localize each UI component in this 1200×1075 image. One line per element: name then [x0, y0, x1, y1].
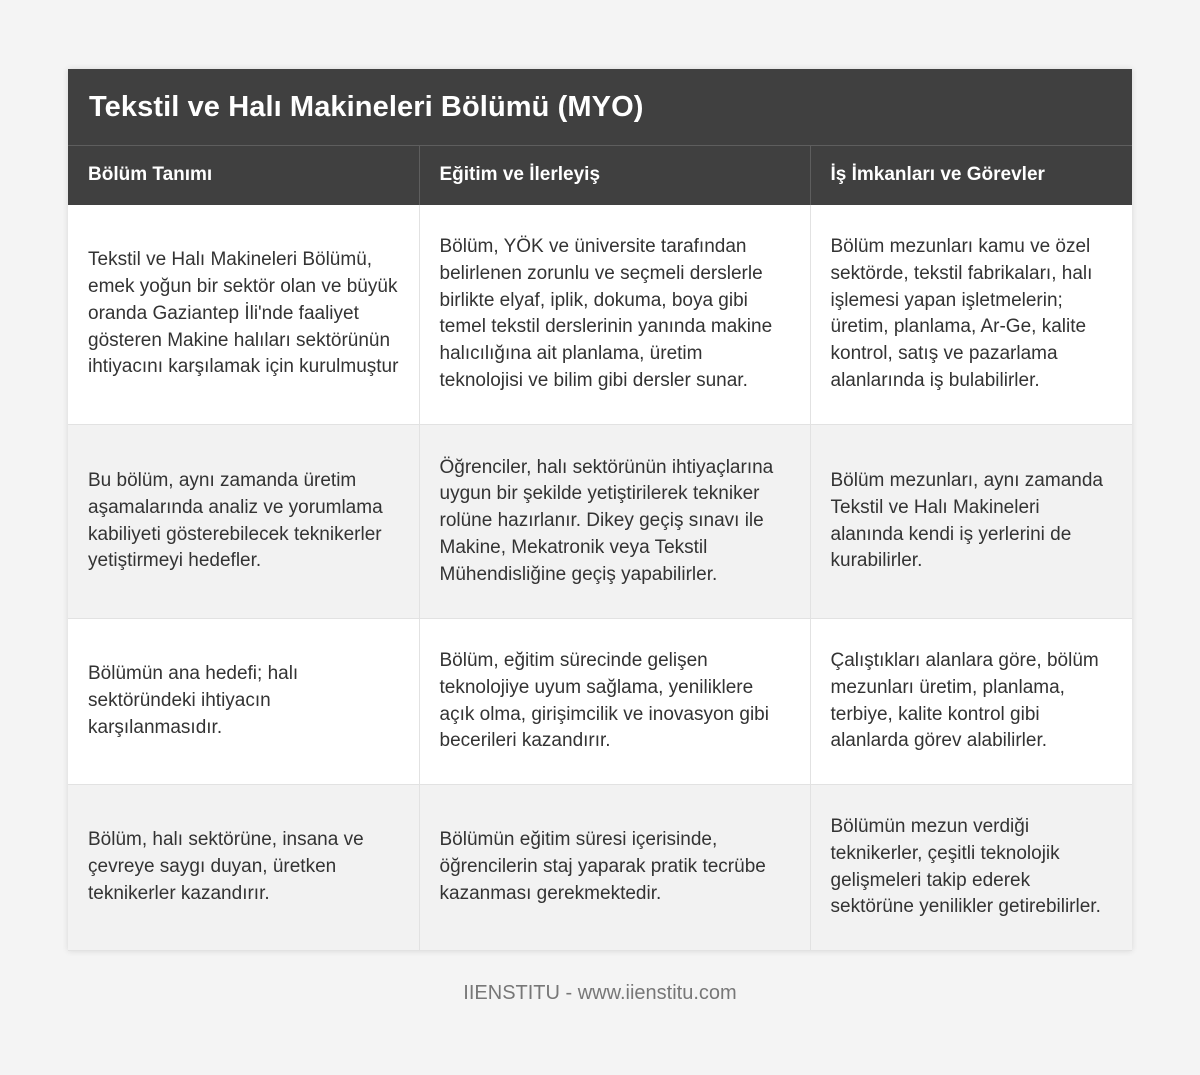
table-cell: Bölüm, halı sektörüne, insana ve çevreye saygı duyan, üretken teknikerler kazandırır.	[68, 785, 419, 951]
table-cell: Tekstil ve Halı Makineleri Bölümü, emek yoğun bir sektör olan ve büyük oranda Gaziantep İli'nde faaliyet gösteren Makine halıları sektörünün ihtiyacını karşılamak için kurulmuştur	[68, 205, 419, 425]
table-cell: Bölüm, eğitim sürecinde gelişen teknolojiye uyum sağlama, yeniliklere açık olma, girişimcilik ve inovasyon gibi becerileri kazandırır.	[419, 619, 810, 785]
table-cell: Bölümün eğitim süresi içerisinde, öğrencilerin staj yaparak pratik tecrübe kazanması gerekmektedir.	[419, 785, 810, 951]
table-row	[68, 205, 1132, 425]
info-table-card	[68, 69, 1132, 951]
table-row	[68, 785, 1132, 951]
table-header-row	[68, 146, 1132, 205]
table-cell: Öğrenciler, halı sektörünün ihtiyaçlarına uygun bir şekilde yetiştirilerek tekniker rolüne hazırlanır. Dikey geçiş sınavı ile Makine, Mekatronik veya Tekstil Mühendisliğine geçiş yapabilirler.	[419, 425, 810, 619]
page-title: Tekstil ve Halı Makineleri Bölümü (MYO)	[89, 90, 644, 123]
table-cell: Bölümün ana hedefi; halı sektöründeki ihtiyacın karşılanmasıdır.	[68, 619, 419, 785]
column-header-jobs: İş İmkanları ve Görevler	[810, 146, 1132, 205]
table-cell: Bölüm mezunları kamu ve özel sektörde, tekstil fabrikaları, halı işlemesi yapan işletmelerin; üretim, planlama, Ar-Ge, kalite kontrol, satış ve pazarlama alanlarında iş bulabilirler.	[810, 205, 1132, 425]
table-cell: Çalıştıkları alanlara göre, bölüm mezunları üretim, planlama, terbiye, kalite kontrol gibi alanlarda görev alabilirler.	[810, 619, 1132, 785]
table-row	[68, 425, 1132, 619]
footer-credit: IIENSTITU - www.iienstitu.com	[463, 982, 737, 1004]
table-cell: Bu bölüm, aynı zamanda üretim aşamalarında analiz ve yorumlama kabiliyeti gösterebilecek teknikerler yetiştirmeyi hedefler.	[68, 425, 419, 619]
info-table	[68, 145, 1132, 951]
column-header-description: Bölüm Tanımı	[68, 146, 419, 205]
table-cell: Bölümün mezun verdiği teknikerler, çeşitli teknolojik gelişmeleri takip ederek sektörüne yenilikler getirebilirler.	[810, 785, 1132, 951]
table-cell: Bölüm, YÖK ve üniversite tarafından belirlenen zorunlu ve seçmeli derslerle birlikte elyaf, iplik, dokuma, boya gibi temel tekstil derslerinin yanında makine halıcılığına ait planlama, üretim teknolojisi ve bilim gibi dersler sunar.	[419, 205, 810, 425]
table-cell: Bölüm mezunları, aynı zamanda Tekstil ve Halı Makineleri alanında kendi iş yerlerini de kurabilirler.	[810, 425, 1132, 619]
title-bar	[68, 69, 1132, 145]
column-header-education: Eğitim ve İlerleyiş	[419, 146, 810, 205]
table-row	[68, 619, 1132, 785]
